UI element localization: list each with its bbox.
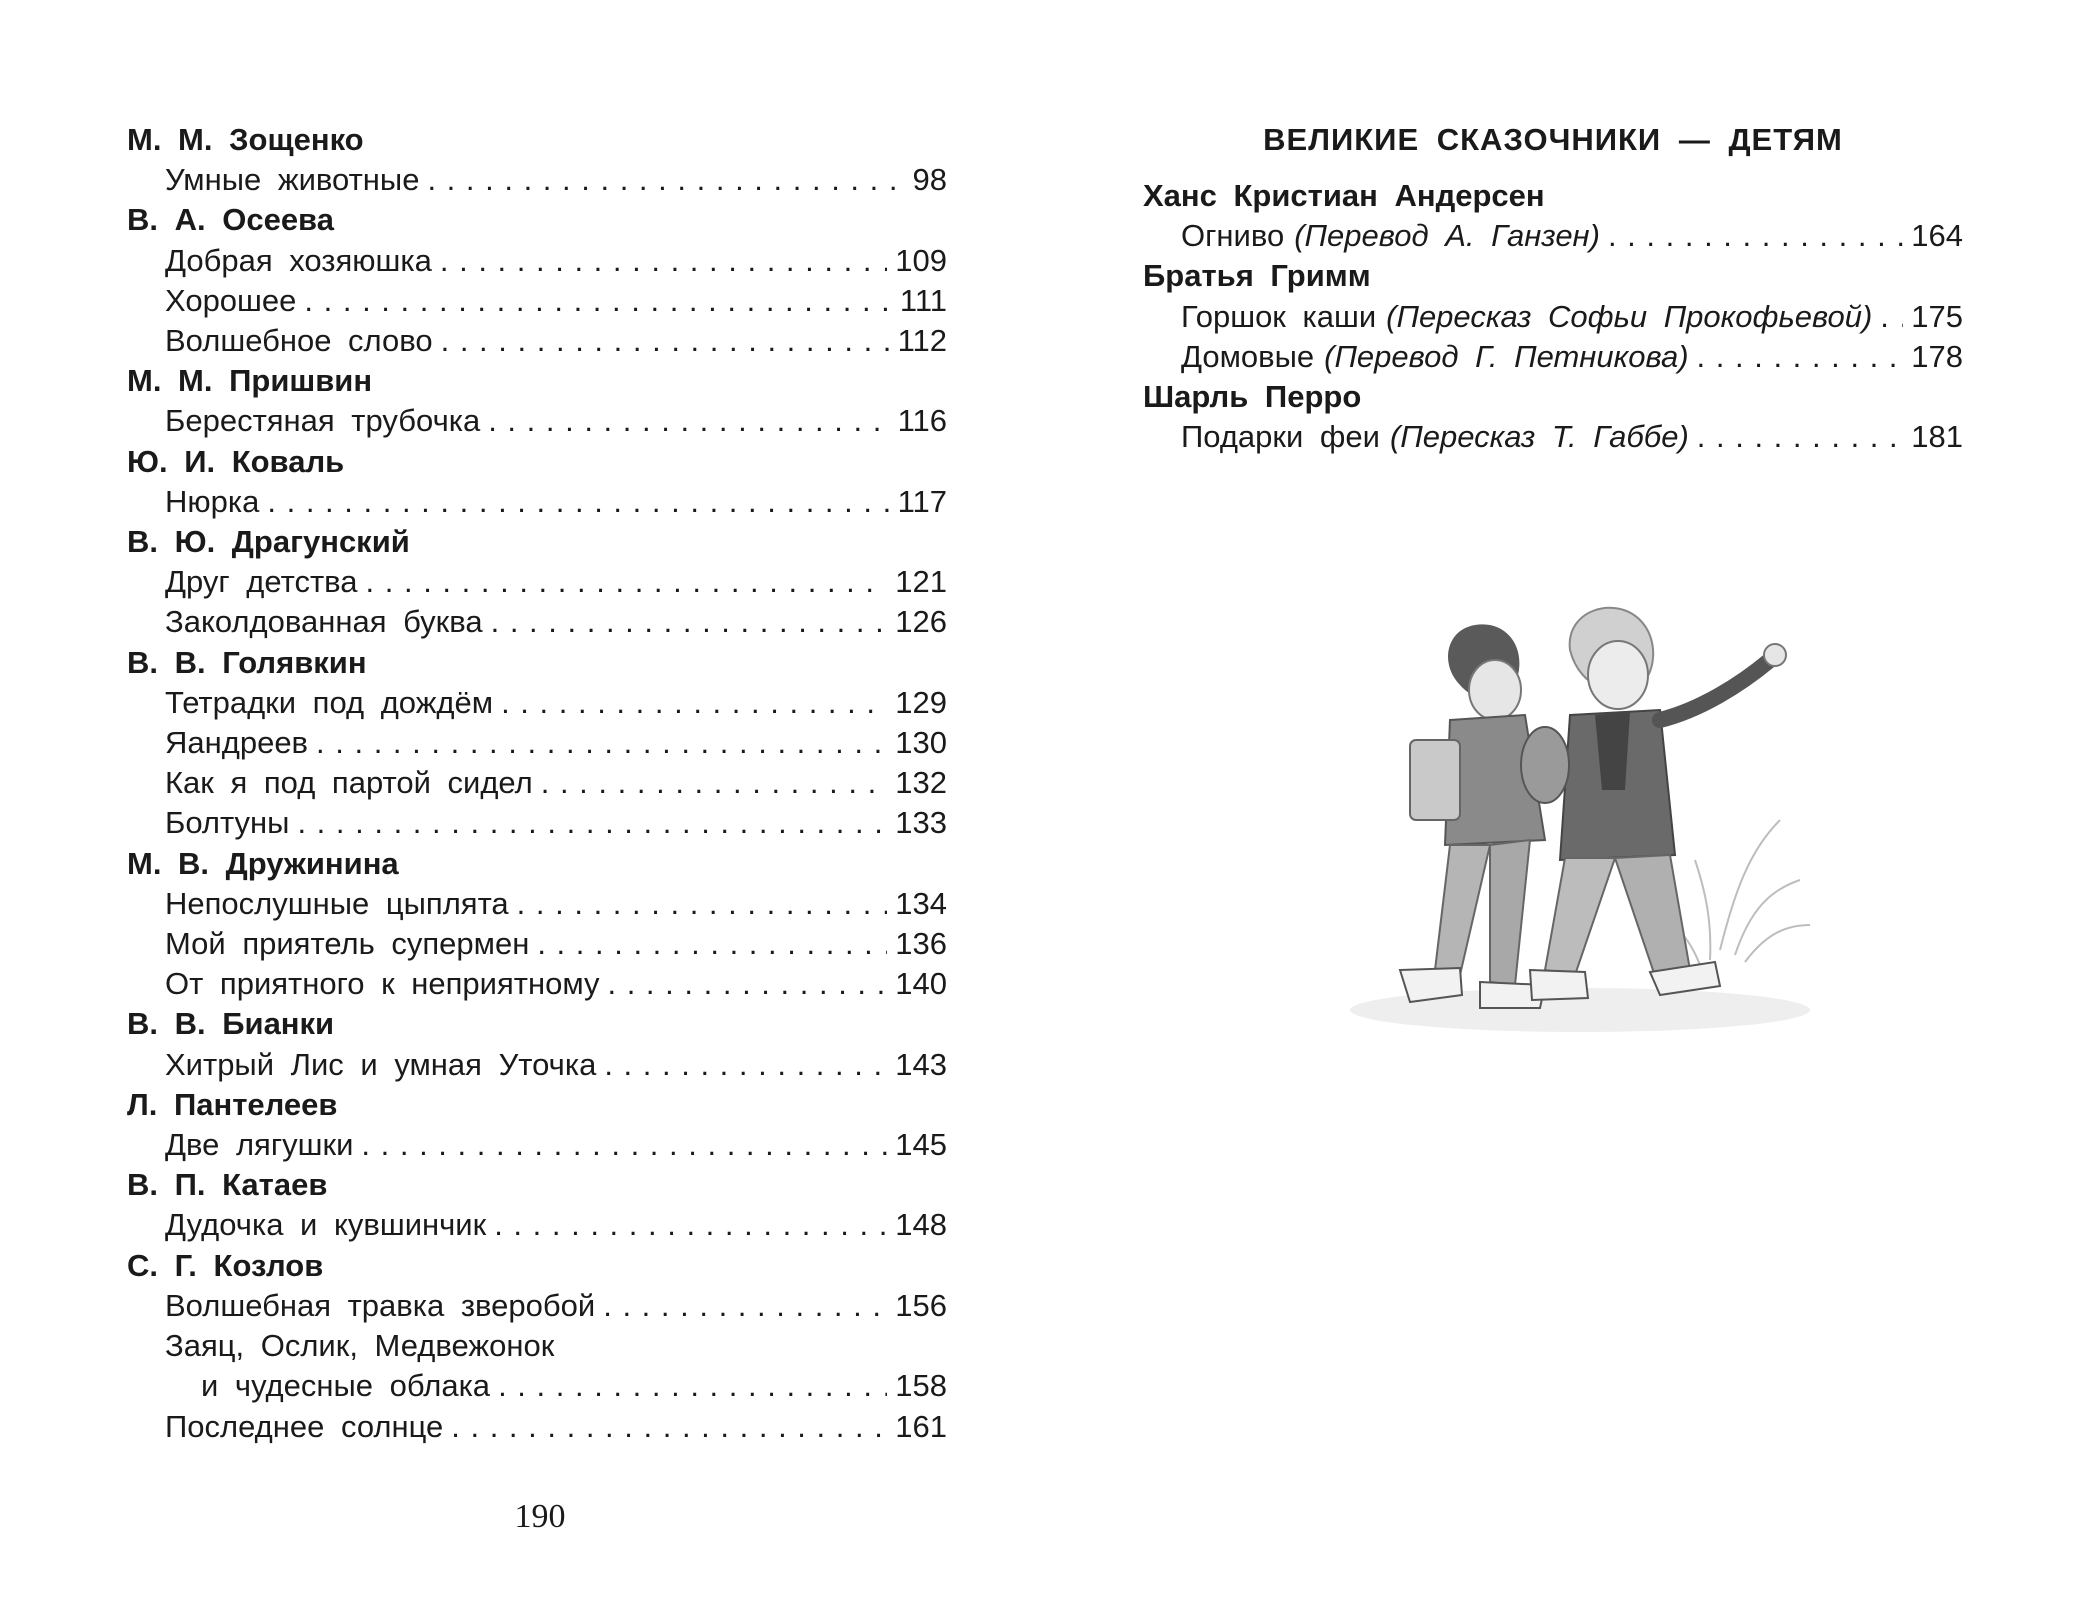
toc-author: Братья Гримм [1143, 258, 1371, 294]
toc-entry-note: (Перевод Г. Петникова) [1324, 338, 1689, 374]
toc-entry-title: Хитрый Лис и умная Уточка [165, 1046, 597, 1082]
dot-leader [488, 401, 889, 441]
toc-entry-title: Как я под партой сидел [165, 765, 533, 801]
toc-entry [127, 401, 947, 441]
toc-entry-page: 116 [897, 403, 947, 439]
toc-entry-note: (Пересказ Т. Габбе) [1389, 419, 1689, 455]
toc-entry-page: 129 [895, 684, 947, 720]
toc-entry-title: Последнее солнце [165, 1408, 444, 1444]
dot-leader [603, 1286, 887, 1326]
toc-entry-title: Две лягушки [165, 1127, 354, 1163]
toc-entry-title: и чудесные облака [201, 1368, 491, 1404]
toc-entry-page: 121 [895, 564, 947, 600]
toc-entry-title: Волшебное слово [165, 323, 433, 359]
toc-entry [1143, 337, 1963, 377]
boy-left [1400, 624, 1545, 1008]
toc-entry-title: Тетрадки под дождём [165, 684, 494, 720]
toc-entry-title-line1: Заяц, Ослик, Медвежонок [165, 1328, 555, 1364]
dot-leader [1608, 216, 1903, 256]
toc-author: М. М. Зощенко [127, 122, 364, 157]
toc-entry-page: 133 [895, 805, 947, 841]
toc-entry-page: 140 [895, 966, 947, 1002]
dot-leader [494, 1205, 887, 1245]
toc-entry-page: 143 [895, 1046, 947, 1082]
dot-leader [517, 884, 888, 924]
toc-entry-title: Дудочка и кувшинчик [165, 1207, 487, 1243]
toc-entry-page: 178 [1911, 338, 1963, 374]
dot-leader [366, 562, 888, 602]
toc-entry [127, 1407, 947, 1447]
toc-entry-title: Домовые [1181, 338, 1315, 374]
toc-entry-title: Непослушные цыплята [165, 885, 509, 921]
toc-entry [1143, 216, 1963, 256]
dot-leader [297, 803, 887, 843]
dot-leader [491, 602, 888, 642]
section-heading: ВЕЛИКИЕ СКАЗОЧНИКИ — ДЕТЯМ [1263, 122, 1843, 157]
toc-entry-page: 126 [895, 604, 947, 640]
two-boys-walking-illustration [1340, 590, 1820, 1040]
dot-leader [316, 723, 887, 763]
toc-entry-page: 112 [897, 323, 947, 359]
dot-leader [304, 281, 891, 321]
boy-right [1521, 608, 1786, 1000]
toc-entry [127, 482, 947, 522]
toc-author: Ю. И. Коваль [127, 443, 345, 479]
toc-entry [127, 683, 947, 723]
toc-entry-title: Умные животные [165, 162, 420, 198]
toc-entry-page: 136 [895, 926, 947, 962]
toc-entry [127, 924, 947, 964]
dot-leader [267, 482, 889, 522]
dot-leader [440, 241, 887, 281]
dot-leader [604, 1045, 887, 1085]
toc-entry-note: (Пересказ Софьи Прокофьевой) [1386, 298, 1873, 334]
page-number: 190 [514, 1498, 566, 1535]
toc-entry-title: Яандреев [165, 725, 309, 761]
toc-entry-note: (Перевод А. Ганзен) [1294, 218, 1600, 254]
toc-entry-title: Горшок каши [1181, 298, 1377, 334]
toc-entry [127, 281, 947, 321]
toc-entry [127, 321, 947, 361]
toc-entry-page: 109 [895, 242, 947, 278]
toc-entry [1143, 297, 1963, 337]
toc-entry-page: 161 [895, 1408, 947, 1444]
toc-entry-title: Хорошее [165, 282, 297, 318]
dot-leader [501, 683, 887, 723]
toc-author: В. Ю. Драгунский [127, 524, 410, 560]
dot-leader [1697, 337, 1904, 377]
toc-entry-page: 175 [1911, 298, 1963, 334]
toc-entry-title: Нюрка [165, 483, 260, 519]
toc-author: С. Г. Козлов [127, 1247, 324, 1283]
toc-entry-title: Огниво [1181, 218, 1285, 254]
dot-leader [441, 321, 890, 361]
toc-entry [127, 763, 947, 803]
toc-entry-title: Заколдованная буква [165, 604, 483, 640]
dot-leader [607, 964, 887, 1004]
toc-entry [1143, 417, 1963, 457]
toc-entry-page: 117 [897, 483, 947, 519]
dot-leader [361, 1125, 887, 1165]
toc-entry [127, 1045, 947, 1085]
toc-entry [127, 1366, 947, 1406]
toc-entry-title: Подарки феи [1181, 419, 1380, 455]
toc-entry-page: 158 [895, 1368, 947, 1404]
toc-entry-page: 130 [895, 725, 947, 761]
left-page [0, 0, 1041, 1600]
dot-leader [537, 924, 887, 964]
toc-author: В. В. Бианки [127, 1006, 335, 1042]
toc-entry-page: 164 [1911, 218, 1963, 254]
toc-entry-page: 145 [895, 1127, 947, 1163]
toc-entry-title: Волшебная травка зверобой [165, 1287, 596, 1323]
dot-leader [427, 160, 904, 200]
toc-author: В. А. Осеева [127, 202, 334, 238]
toc-entry [127, 803, 947, 843]
toc-entry-title: Друг детства [165, 564, 358, 600]
dot-leader [1880, 297, 1903, 337]
dot-leader [451, 1407, 887, 1447]
toc-entry [127, 241, 947, 281]
toc-entry-page: 134 [895, 885, 947, 921]
dot-leader [541, 763, 888, 803]
toc-entry [127, 884, 947, 924]
toc-entry-title: Болтуны [165, 805, 290, 841]
toc-author: В. В. Голявкин [127, 644, 367, 680]
toc-author: Л. Пантелеев [127, 1086, 338, 1122]
toc-author: В. П. Катаев [127, 1167, 328, 1203]
toc-entry [127, 1125, 947, 1165]
toc-author: Ханс Кристиан Андерсен [1143, 178, 1545, 213]
toc-entry-title: Мой приятель супермен [165, 926, 530, 962]
toc-entry-page: 132 [895, 765, 947, 801]
toc-right [1143, 176, 1963, 457]
toc-author: Шарль Перро [1143, 379, 1362, 415]
toc-entry [127, 602, 947, 642]
toc-entry [127, 964, 947, 1004]
toc-entry [127, 562, 947, 602]
toc-entry-page: 181 [1911, 419, 1963, 455]
dot-leader [498, 1366, 887, 1406]
toc-entry-title: От приятного к неприятному [165, 966, 600, 1002]
toc-entry-page: 156 [895, 1287, 947, 1323]
toc-entry-page: 148 [895, 1207, 947, 1243]
toc-left [127, 120, 947, 1447]
toc-entry [127, 723, 947, 763]
toc-entry [127, 160, 947, 200]
toc-entry [127, 1286, 947, 1326]
toc-entry-page: 98 [912, 162, 947, 198]
toc-entry-page: 111 [899, 282, 947, 318]
dot-leader [1697, 417, 1903, 457]
toc-entry-title: Добрая хозяюшка [165, 242, 432, 278]
toc-author: М. М. Пришвин [127, 363, 373, 399]
toc-entry-title: Берестяная трубочка [165, 403, 481, 439]
toc-entry [127, 1205, 947, 1245]
toc-author: М. В. Дружинина [127, 845, 399, 881]
